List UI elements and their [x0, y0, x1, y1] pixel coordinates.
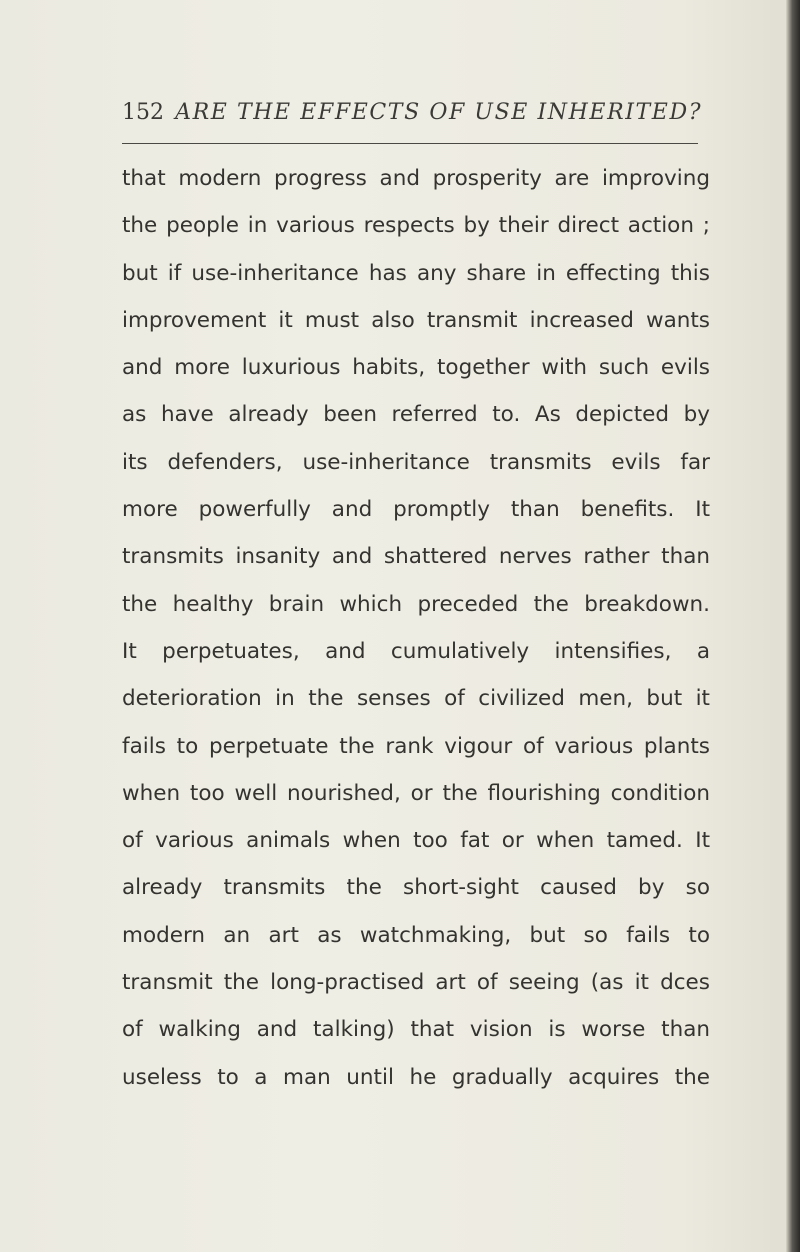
text-line: more powerfully and promptly than benefits. It [122, 497, 710, 523]
text-line: its defenders, use-inheritance transmits evils far [122, 449, 710, 475]
text-line: transmits insanity and shattered nerves rather than [122, 544, 710, 570]
text-line: It perpetuates, and cumulatively intensifies, a [122, 638, 710, 664]
text-line: as have already been referred to. As depicted by [122, 402, 710, 428]
text-line: that modern progress and prosperity are improving [122, 166, 710, 191]
running-head [122, 100, 722, 136]
text-line: the people in various respects by their direct action ; [122, 213, 710, 239]
text-line: the healthy brain which preceded the breakdown. [122, 591, 710, 617]
text-line: transmit the long-practised art of seeing (as it dces [122, 970, 710, 996]
text-line: and more luxurious habits, together with such evils [122, 355, 710, 381]
text-line: when too well nourished, or the flourishing condition [122, 780, 710, 806]
page-number: 152 [122, 100, 164, 125]
page-edge-shadow [786, 0, 800, 1252]
text-line: but if use-inheritance has any share in effecting this [122, 260, 710, 286]
text-line: of walking and talking) that vision is worse than [122, 1017, 710, 1043]
text-line: modern an art as watchmaking, but so fails to [122, 922, 710, 948]
text-line: fails to perpetuate the rank vigour of various plants [122, 733, 710, 759]
text-line: of various animals when too fat or when tamed. It [122, 828, 710, 854]
text-line: improvement it must also transmit increased wants [122, 307, 710, 333]
chapter-title: ARE THE EFFECTS OF USE INHERITED? [175, 100, 703, 125]
text-line: deterioration in the senses of civilized men, but it [122, 686, 710, 712]
text-line: useless to a man until he gradually acquires the [122, 1064, 710, 1090]
header-rule [122, 143, 698, 144]
text-line: already transmits the short-sight caused by so [122, 875, 710, 901]
body-paragraph [122, 155, 722, 1101]
